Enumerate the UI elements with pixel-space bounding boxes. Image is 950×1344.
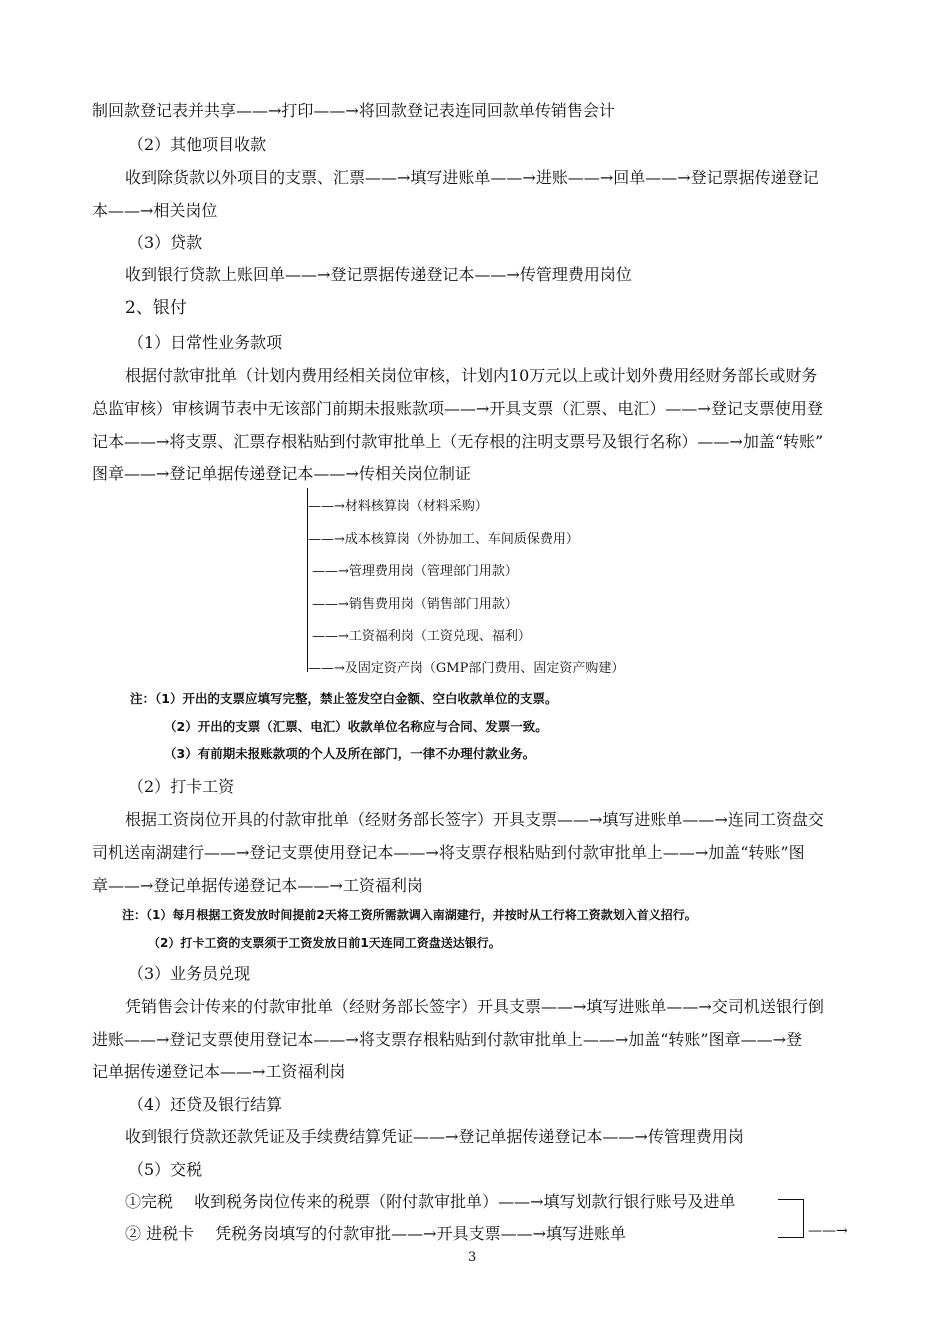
text-line: 总监审核）审核调节表中无该部门前期未报账款项——→开具支票（汇票、电汇）——→登记支票使用登 <box>92 399 823 418</box>
bracket-top <box>778 1199 804 1200</box>
bracket-side <box>803 1199 804 1238</box>
note-line: （3）有前期未报账款项的个人及所在部门，一律不办理付款业务。 <box>164 746 536 761</box>
text-line: 收到除货款以外项目的支票、汇票——→填写进账单——→进账——→回单——→登记票据传递登记 <box>125 168 819 187</box>
text-line: 司机送南湖建行——→登记支票使用登记本——→将支票存根粘贴到付款审批单上——→加盖“转账”图 <box>92 843 805 862</box>
branch-item: ——→成本核算岗（外协加工、车间质保费用） <box>308 532 579 547</box>
text-line: 章——→登记单据传递登记本——→工资福利岗 <box>92 876 423 895</box>
text-line: 根据工资岗位开具的付款审批单（经财务部长签字）开具支票——→填写进账单——→连同工资盘交 <box>125 810 824 829</box>
page-number: 3 <box>468 1250 477 1265</box>
branch-item: ——→工资福利岗（工资兑现、福利） <box>312 629 531 644</box>
text-line: 图章——→登记单据传递登记本——→传相关岗位制证 <box>92 464 471 483</box>
subsection-heading: （1）日常性业务款项 <box>128 333 283 352</box>
bracket-bottom <box>778 1237 804 1238</box>
text-line: 制回款登记表并共享——→打印——→将回款登记表连同回款单传销售会计 <box>92 101 615 120</box>
text-line: 进账——→登记支票使用登记本——→将支票存根粘贴到付款审批单上——→加盖“转账”图章——→登 <box>92 1030 802 1049</box>
text-line: 收到银行贷款还款凭证及手续费结算凭证——→登记单据传递登记本——→传管理费用岗 <box>125 1127 744 1146</box>
text-line: 记本——→将支票、汇票存根粘贴到付款审批单上（无存根的注明支票号及银行名称）——→加盖“转账” <box>92 432 824 451</box>
note-line: 注：（1）开出的支票应填写完整，禁止签发空白金额、空白收款单位的支票。 <box>130 691 558 706</box>
subsection-heading: （3）业务员兑现 <box>128 964 251 983</box>
note-line: （2）打卡工资的支票须于工资发放日前1天连同工资盘送达银行。 <box>148 936 501 950</box>
flow-arrow: ——→ <box>808 1223 848 1239</box>
branch-item: ——→销售费用岗（销售部门用款） <box>312 597 518 612</box>
subsection-heading: （5）交税 <box>128 1160 203 1179</box>
text-line: 收到银行贷款上账回单——→登记票据传递登记本——→传管理费用岗位 <box>125 265 632 284</box>
note-line: （2）开出的支票（汇票、电汇）收款单位名称应与合同、发票一致。 <box>164 719 548 734</box>
text-line: ② 进税卡 凭税务岗填写的付款审批——→开具支票——→填写进账单 <box>125 1224 626 1243</box>
branch-item: ——→材料核算岗（材料采购） <box>308 499 488 514</box>
note-line: 注：（1）每月根据工资发放时间提前2天将工资所需款调入南湖建行，并按时从工行将工资款划入首义招行。 <box>122 908 697 922</box>
branch-item: ——→管理费用岗（管理部门用款） <box>312 564 518 579</box>
section-heading: 2、银付 <box>125 298 187 318</box>
subsection-heading: （2）打卡工资 <box>128 777 235 796</box>
text-line: 根据付款审批单（计划内费用经相关岗位审核，计划内10万元以上或计划外费用经财务部长或财务 <box>125 366 818 385</box>
subsection-heading: （3）贷款 <box>128 233 203 252</box>
subsection-heading: （2）其他项目收款 <box>128 135 267 154</box>
text-line: ①完税 收到税务岗位传来的税票（附付款审批单）——→填写划款行银行账号及进单 <box>125 1192 736 1211</box>
branch-item: ——→及固定资产岗（GMP部门费用、固定资产购建） <box>308 661 625 676</box>
text-line: 本——→相关岗位 <box>92 201 218 220</box>
subsection-heading: （4）还贷及银行结算 <box>128 1095 283 1114</box>
text-line: 记单据传递登记本——→工资福利岗 <box>92 1062 346 1081</box>
text-line: 凭销售会计传来的付款审批单（经财务部长签字）开具支票——→填写进账单——→交司机送银行倒 <box>125 997 824 1016</box>
